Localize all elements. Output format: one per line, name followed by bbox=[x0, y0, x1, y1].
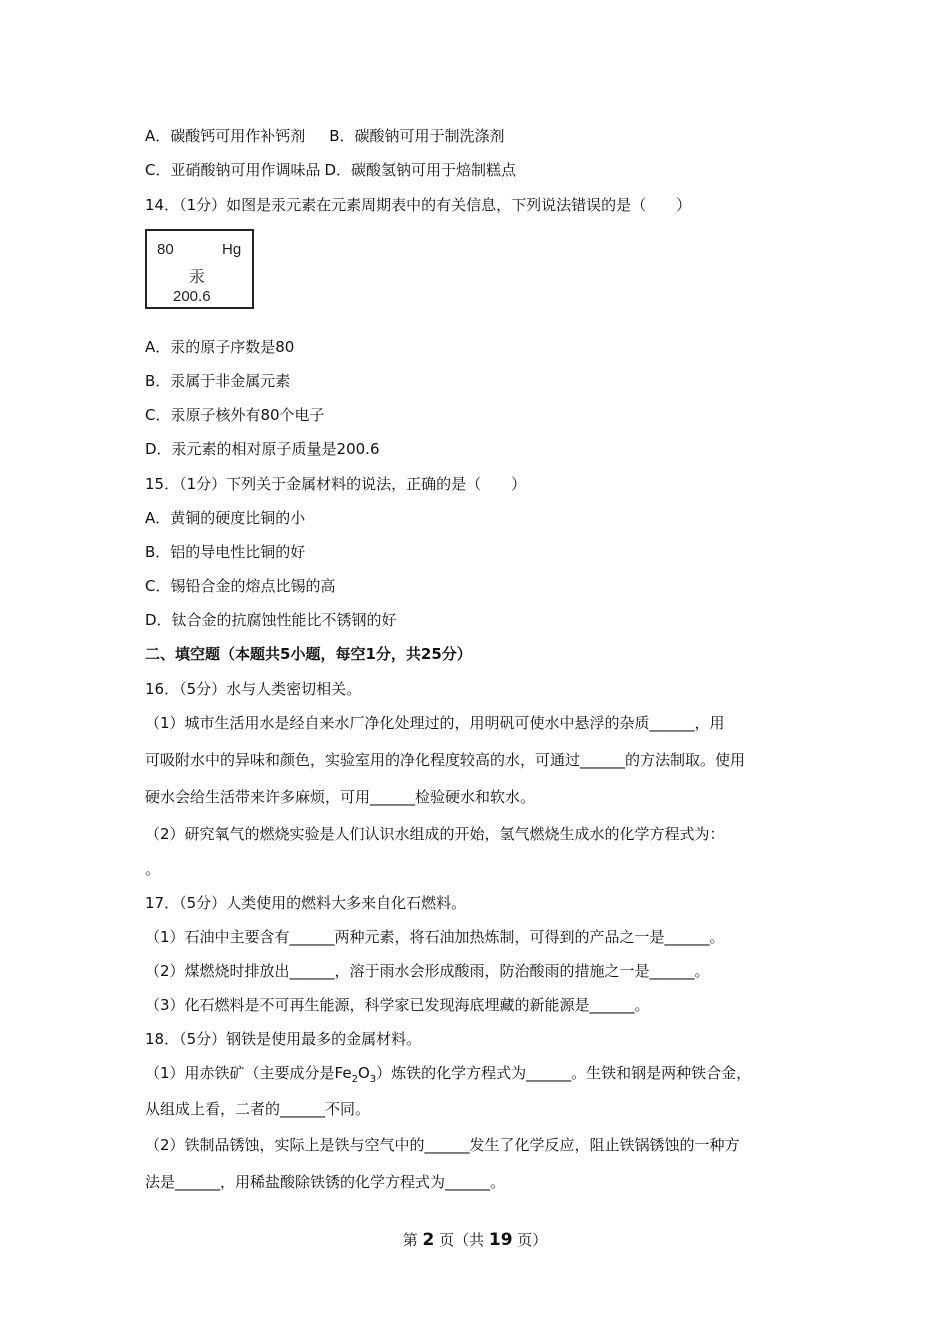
element-atomic-number: 80 bbox=[157, 241, 174, 258]
q16-stem: 16．（5分）水与人类密切相关。 bbox=[145, 680, 362, 698]
q17-part3: （3）化石燃料是不可再生能源，科学家已发现海底埋藏的新能源是______。 bbox=[145, 996, 650, 1014]
q14-stem: 14．（1分）如图是汞元素在元素周期表中的有关信息，下列说法错误的是（ ） bbox=[145, 196, 692, 214]
element-atomic-mass: 200.6 bbox=[173, 288, 211, 305]
footer-middle: 页（共 bbox=[434, 1231, 489, 1249]
q18-sub-2: 2 bbox=[351, 1074, 358, 1085]
q15-option-a: A．黄铜的硬度比铜的小 bbox=[145, 509, 306, 527]
q13-option-c: C．亚硝酸钠可用作调味品 bbox=[145, 161, 321, 179]
q14-option-a: A．汞的原子序数是80 bbox=[145, 338, 295, 356]
footer-prefix: 第 bbox=[402, 1231, 423, 1249]
element-symbol: Hg bbox=[222, 241, 242, 258]
q16-part1-line3: 硬水会给生活带来许多麻烦，可用______检验硬水和软水。 bbox=[145, 788, 536, 806]
q18-sub-3: 3 bbox=[369, 1074, 377, 1085]
q18-part1-oxygen: O bbox=[357, 1064, 370, 1082]
q14-option-c: C．汞原子核外有80个电子 bbox=[145, 406, 325, 424]
q18-stem: 18．（5分）钢铁是使用最多的金属材料。 bbox=[145, 1030, 422, 1048]
q15-option-c: C．锡铅合金的熔点比锡的高 bbox=[145, 577, 336, 595]
q14-option-d: D．汞元素的相对原子质量是200.6 bbox=[145, 440, 380, 458]
q18-part1-line2: 从组成上看，二者的______不同。 bbox=[145, 1100, 371, 1118]
q18-part1-post: ）炼铁的化学方程式为______。生铁和钢是两种铁合金， bbox=[376, 1064, 752, 1082]
q17-part2: （2）煤燃烧时排放出______，溶于雨水会形成酸雨，防治酸雨的措施之一是______。 bbox=[145, 962, 710, 980]
q15-stem: 15．（1分）下列关于金属材料的说法，正确的是（ ） bbox=[145, 475, 527, 493]
q16-part1-line2: 可吸附水中的异味和颜色，实验室用的净化程度较高的水，可通过______的方法制取。使用 bbox=[145, 751, 746, 769]
q16-part1-line1: （1）城市生活用水是经自来水厂净化处理过的，用明矾可使水中悬浮的杂质______，用 bbox=[145, 714, 725, 732]
footer-total-pages: 19 bbox=[488, 1230, 513, 1250]
element-card-mercury bbox=[145, 229, 254, 309]
q16-part2-line2: 。 bbox=[145, 860, 161, 878]
section2-heading: 二、填空题（本题共5小题，每空1分，共25分） bbox=[145, 645, 472, 663]
q18-part2-line2: 法是______，用稀盐酸除铁锈的化学方程式为______。 bbox=[145, 1173, 506, 1191]
q16-part2-line1: （2）研究氧气的燃烧实验是人们认识水组成的开始，氢气燃烧生成水的化学方程式为： bbox=[145, 825, 725, 843]
q14-option-b: B．汞属于非金属元素 bbox=[145, 372, 291, 390]
q15-option-b: B．铝的导电性比铜的好 bbox=[145, 543, 306, 561]
q17-stem: 17．（5分）人类使用的燃料大多来自化石燃料。 bbox=[145, 894, 467, 912]
q18-part1-pre: （1）用赤铁矿（主要成分是Fe bbox=[145, 1064, 352, 1082]
q15-option-d: D．钛合金的抗腐蚀性能比不锈钢的好 bbox=[145, 611, 397, 629]
element-name: 汞 bbox=[189, 269, 206, 286]
q13-option-a: A．碳酸钙可用作补钙剂 bbox=[145, 127, 306, 145]
q13-options-row2 bbox=[145, 160, 516, 180]
q18-part2-line1: （2）铁制品锈蚀，实际上是铁与空气中的______发生了化学反应，阻止铁锅锈蚀的一种方 bbox=[145, 1136, 740, 1154]
q13-options-row1 bbox=[145, 126, 505, 146]
q13-option-b: B．碳酸钠可用于制洗涤剂 bbox=[329, 127, 505, 145]
q18-part1-line1 bbox=[145, 1063, 751, 1090]
page-footer bbox=[0, 1229, 950, 1250]
q17-part1: （1）石油中主要含有______两种元素，将石油加热炼制，可得到的产品之一是______。 bbox=[145, 928, 725, 946]
footer-suffix: 页） bbox=[512, 1231, 548, 1249]
q13-option-d: D．碳酸氢钠可用于焙制糕点 bbox=[324, 161, 517, 179]
footer-page-number: 2 bbox=[422, 1230, 435, 1250]
